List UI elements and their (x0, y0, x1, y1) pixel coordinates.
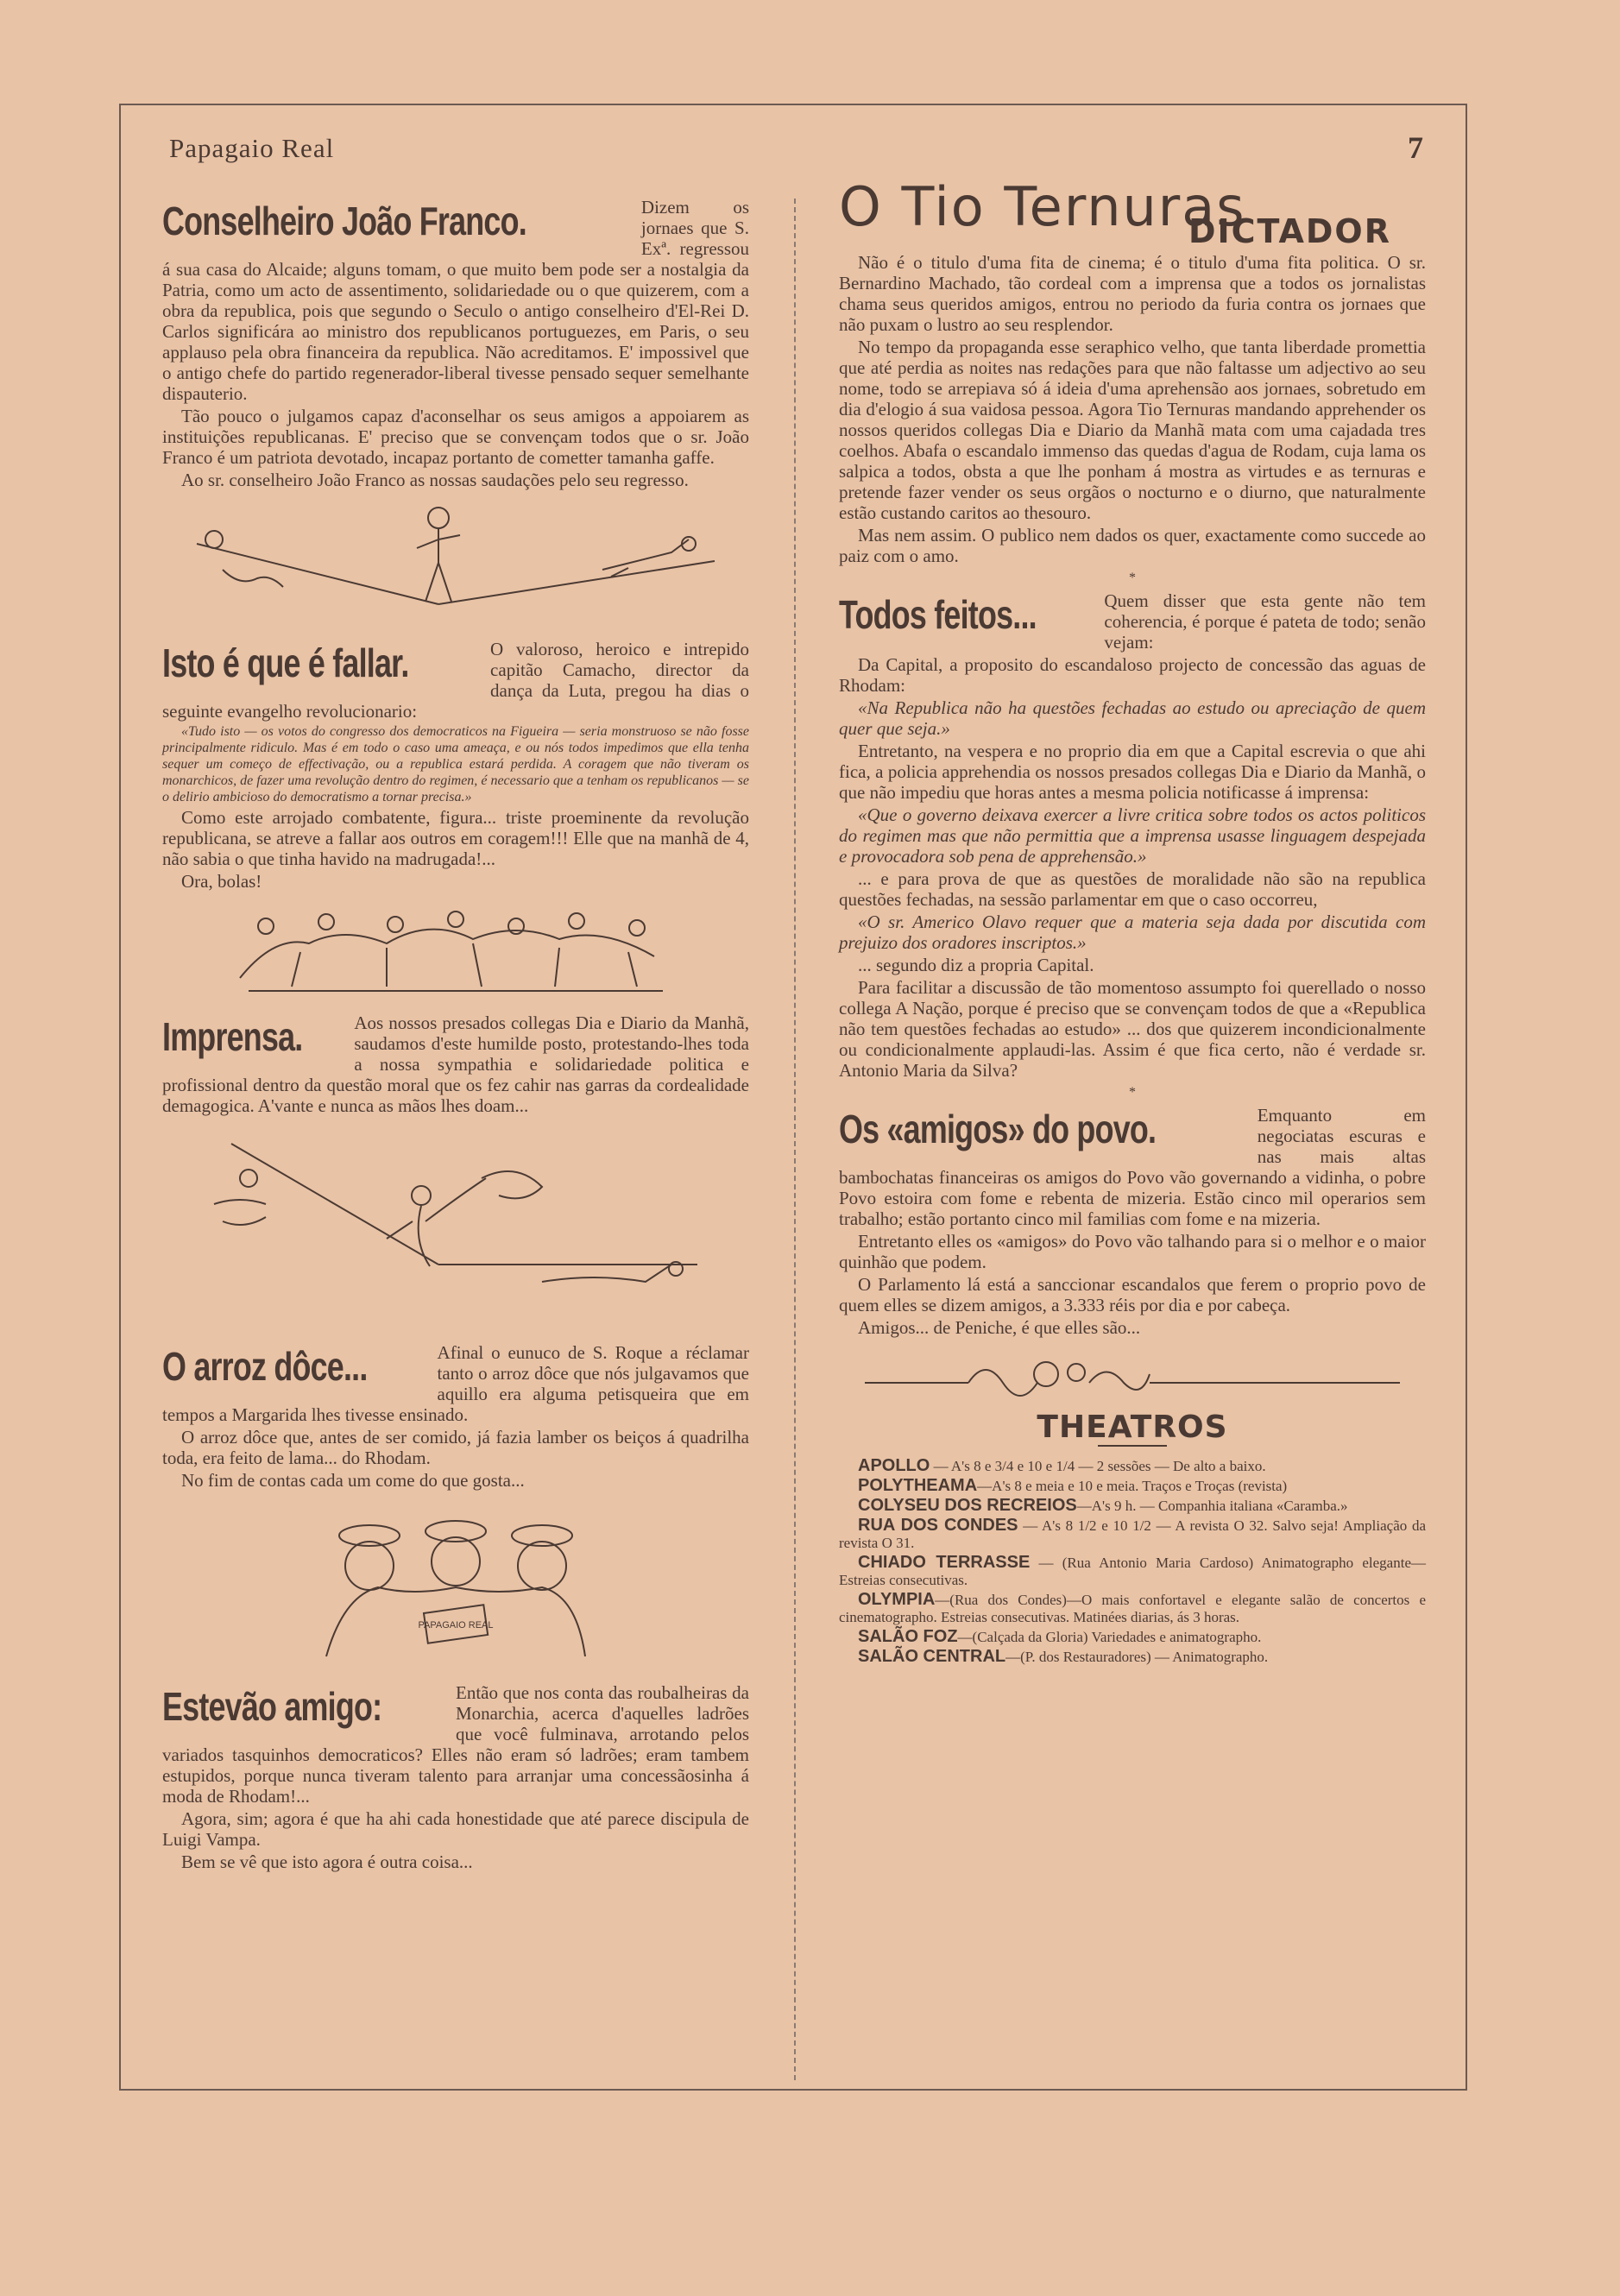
theatros-title: THEATROS (1037, 1410, 1228, 1445)
section-heading: Imprensa. (162, 1014, 303, 1059)
paragraph: Emquanto em negociatas escuras e nas mais altas bambochatas financeiras os amigos do Povo vão governando a vidinha, o pobre Povo estoira com fome e rebenta de mizeria. Estão cinco mil operarios sem trabalho; estão portanto cinco mil familias com fome e na mizeria. (839, 1105, 1426, 1229)
three-men-illustration (300, 1501, 611, 1674)
theatre-item (839, 1477, 1426, 1495)
theatre-name: POLYTHEAMA (858, 1476, 978, 1495)
article-subtitle: DICTADOR (1188, 212, 1391, 250)
right-column (839, 175, 1426, 1668)
paragraph: Ora, bolas! (181, 871, 262, 892)
quote: «Que o governo deixava exercer a livre critica sobre todos os actos politicos do regimen mas que não permittia que a imprensa usasse linguagem despejada e provocadora sob pena de apprehensão.» (839, 804, 1426, 867)
paragraph: Bem se vê que isto agora é outra coisa... (181, 1851, 473, 1872)
page-number: 7 (1408, 130, 1423, 165)
section-heading: Todos feitos... (839, 592, 1037, 637)
theatre-info: — A's 8 e 3/4 e 10 e 1/4 — 2 sessões — De alto a baixo. (930, 1458, 1266, 1474)
theatre-info: —A's 8 e meia e 10 e meia. Traços e Troças (revista) (977, 1478, 1288, 1494)
theatre-info: —A's 9 h. — Companhia italiana «Caramba.» (1076, 1498, 1348, 1514)
section-arroz-doce (162, 1342, 749, 1492)
paragraph: Entretanto elles os «amigos» do Povo vão talhando para si o melhor e o maior quinhão que podem. (839, 1231, 1426, 1272)
paragraph: Tão pouco o julgamos capaz d'aconselhar os seus amigos a appoiarem as instituições republicanas. E' preciso que se convençam todos que o sr. João Franco é um patriota devotado, incapaz portanto de cometter tamanha gaffe. (162, 406, 749, 468)
figures-illustration (180, 1126, 732, 1334)
theatre-name: COLYSEU DOS RECREIOS (858, 1496, 1077, 1515)
paragraph: Entretanto, na vespera e no proprio dia em que a Capital escrevia o que ahi fica, a policia apprehendia os nossos presados collegas Dia e Diario da Manhã, o que não impediu que horas antes a mesma policia notificasse á imprensa: (839, 741, 1426, 803)
crowd-illustration (214, 900, 697, 1004)
separator-star: * (1129, 1085, 1136, 1100)
section-todos-feitos (839, 590, 1426, 1081)
quote: «O sr. Americo Olavo requer que a materia seja dada por discutida com prejuizo dos oradores inscriptos.» (839, 911, 1426, 953)
column-divider (794, 199, 796, 2080)
paragraph: Então que nos conta das roubalheiras da Monarchia, acerca d'aquelles ladrões que você fulminava, arrotando pelos variados tasquinhos democraticos? Elles não eram só ladrões; eram tambem estupidos, porque nunca tiveram talento para arranjar uma concessãosinha á moda de Rhodam!... (162, 1682, 749, 1807)
theatros-list (839, 1457, 1426, 1666)
paragraph: O arroz dôce que, antes de ser comido, já fazia lamber os beiços á quadrilha toda, era feito de lama... do Rhodam. (162, 1427, 749, 1468)
paragraph: No fim de contas cada um come do que gosta... (181, 1470, 525, 1491)
paragraph: O Parlamento lá está a sanccionar escandalos que ferem o proprio povo de quem elles se dizem amigos, a 3.333 réis por dia e por cabeça. (839, 1274, 1426, 1315)
theatre-name: OLYMPIA (858, 1590, 936, 1609)
theatre-info: —(Calçada da Gloria) Variedades e animatographo. (957, 1629, 1262, 1645)
theatre-info: —(P. dos Restauradores) — Animatographo. (1005, 1649, 1269, 1665)
section-heading: Conselheiro João Franco. (162, 199, 526, 243)
left-column (162, 197, 749, 1874)
section-imprensa (162, 1012, 749, 1118)
quote: «Tudo isto — os votos do congresso dos democraticos na Figueira — seria monstruoso se não fosse principalmente ridiculo. Mas é em todo o caso uma ameaça, e ou nós todos impedimos que ella tenha sequer um começo de effectivação, ou a republica estará perdida. A coragem que não tiveram os monarchicos, de fazer uma revolução dentro do regimen, é necessario que a tenham os republicanos — se o delirio ambicioso do democratismo a tornar precisa.» (162, 724, 749, 804)
paragraph: O valoroso, heroico e intrepido capitão Camacho, director da dança da Luta, pregou ha dias o seguinte evangelho revolucionario: (162, 639, 749, 722)
page-header-title: Papagaio Real (169, 133, 335, 163)
theatre-name: SALÃO FOZ (858, 1627, 958, 1646)
tightrope-illustration (180, 501, 732, 630)
quote: «Na Republica não ha questões fechadas ao estudo ou apreciação de quem quer que seja.» (839, 697, 1426, 739)
paragraph: Ao sr. conselheiro João Franco as nossas saudações pelo seu regresso. (181, 470, 689, 490)
sign-text: PAPAGAIO REAL (418, 1620, 494, 1631)
separator-star: * (1129, 571, 1136, 585)
section-isto-e-que-e-fallar (162, 639, 749, 892)
theatre-info: —(Rua dos Condes)—O mais confortavel e elegante salão de concertos e cinematographo. Estreias consecutivas. Matinées diarias, ás 3 horas. (839, 1592, 1426, 1625)
section-heading: O arroz dôce... (162, 1344, 368, 1389)
theatre-name: CHIADO TERRASSE (858, 1553, 1031, 1572)
theatre-item (839, 1648, 1426, 1666)
paragraph: Da Capital, a proposito do escandaloso projecto de concessão das aguas de Rhodam: (839, 654, 1426, 696)
section-heading: Estevão amigo: (162, 1684, 382, 1729)
theatre-item (839, 1457, 1426, 1475)
paragraph: Afinal o eunuco de S. Roque a réclamar tanto o arroz dôce que nós julgavamos que aquillo era alguma petisqueira que em tempos a Margarida lhes tivesse ensinado. (162, 1342, 749, 1425)
theatre-item (839, 1517, 1426, 1552)
section-heading: Isto é que é fallar. (162, 640, 409, 685)
theatre-name: APOLLO (858, 1456, 930, 1475)
theatros-rule (1098, 1445, 1167, 1447)
paragraph: ... e para prova de que as questões de moralidade não são na republica questões fechadas, na sessão parlamentar em que o caso occorreu, (839, 868, 1426, 910)
paragraph: Para facilitar a discussão de tão momentoso assumpto foi querellado o nosso collega A Nação, porque é preciso que se convençam todos de que a «Republica não tem questões fechadas ao estudo» ... dos que quizerem incondicionalmente ou condicionalmente applaudi-las. Assim é que fica certo, não é verdade sr. Antonio Maria da Silva? (839, 977, 1426, 1081)
theatre-item (839, 1591, 1426, 1626)
theatre-info: — (Rua Antonio Maria Cardoso) Animatographo elegante—Estreias consecutivas. (839, 1555, 1426, 1588)
paragraph: Não é o titulo d'uma fita de cinema; é o titulo d'uma fita politica. O sr. Bernardino Machado, tão cordeal com a imprensa que a todos os jornalistas chama seus queridos amigos, entrou no periodo da furia contra os jornaes que não puxam o lustro ao seu resplendor. (839, 252, 1426, 335)
section-heading: Os «amigos» do povo. (839, 1107, 1157, 1151)
theatre-name: RUA DOS CONDES (858, 1516, 1018, 1535)
theatre-info: — A's 8 1/2 e 10 1/2 — A revista O 32. Salvo seja! Ampliação da revista O 31. (839, 1517, 1426, 1551)
article-title: O Tio Ternuras (839, 175, 1246, 238)
section-joao-franco (162, 197, 749, 492)
ornament-divider (839, 1348, 1426, 1409)
paragraph: Como este arrojado combatente, figura... triste proeminente da revolução republicana, se atreve a fallar aos outros em coragem!!! Elle que na manhã de 4, não sabia o que tinha havido na madrugada!... (162, 807, 749, 869)
paragraph: Mas nem assim. O publico nem dados os quer, exactamente como succede ao paiz com o amo. (839, 525, 1426, 566)
section-amigos-do-povo (839, 1105, 1426, 1340)
paragraph: No tempo da propaganda esse seraphico velho, que tanta liberdade promettia que até perdia as noites nas redações para que não faltasse um adjectivo ao seu nome, todo se arrepiava só á ideia d'uma aprehensão aos jornaes, sobretudo em dia d'elogio á sua vaidosa pessoa. Agora Tio Ternuras mandando apprehender os nossos queridos collegas Dia e Diario da Manhã mata com uma cajadada tres coelhos. Abafa o escandalo immenso das quedas d'agua de Rodam, cuja lama os salpica a todos, obsta a que lhe ponham á mostra as virtudes e as ternuras e pretende fazer vender os seus orgãos o nocturno e o diurno, que naturalmente estão custando caritos ao thesouro. (839, 337, 1426, 523)
section-estevao-amigo (162, 1682, 749, 1874)
paragraph: Agora, sim; agora é que ha ahi cada honestidade que até parece discipula de Luigi Vampa. (162, 1808, 749, 1850)
theatre-item (839, 1497, 1426, 1515)
paragraph: Dizem os jornaes que S. Exª. regressou á sua casa do Alcaide; alguns tomam, o que muito bem pode ser a nostalgia da Patria, como um acto de assentimento, solidariedade ou o que quizerem, com a obra da republica, pois que segundo o Seculo o antigo conselheiro d'El-Rei D. Carlos significára ao ministro dos republicanos portuguezes, em Paris, o seu applauso pela obra financeira da republica. Não acreditamos. E' impossivel que o antigo chefe do partido regenerador-liberal tivesse pensado sequer semelhante dispauterio. (162, 197, 749, 404)
theatre-name: SALÃO CENTRAL (858, 1647, 1006, 1666)
theatre-item (839, 1628, 1426, 1646)
theatre-item (839, 1554, 1426, 1589)
paragraph: ... segundo diz a propria Capital. (858, 955, 1094, 975)
paragraph: Quem disser que esta gente não tem coherencia, é porque é pateta de todo; senão vejam: (1104, 590, 1426, 653)
paragraph: Aos nossos presados collegas Dia e Diario da Manhã, saudamos d'este humilde posto, protestando-lhes toda a nossa sympathia e solidariedade politica e profissional dentro da questão moral que os fez cahir nas garras da cordealidade demagogica. A'vante e nunca as mãos lhes doam... (162, 1012, 749, 1116)
paragraph: Amigos... de Peniche, é que elles são... (858, 1317, 1141, 1338)
